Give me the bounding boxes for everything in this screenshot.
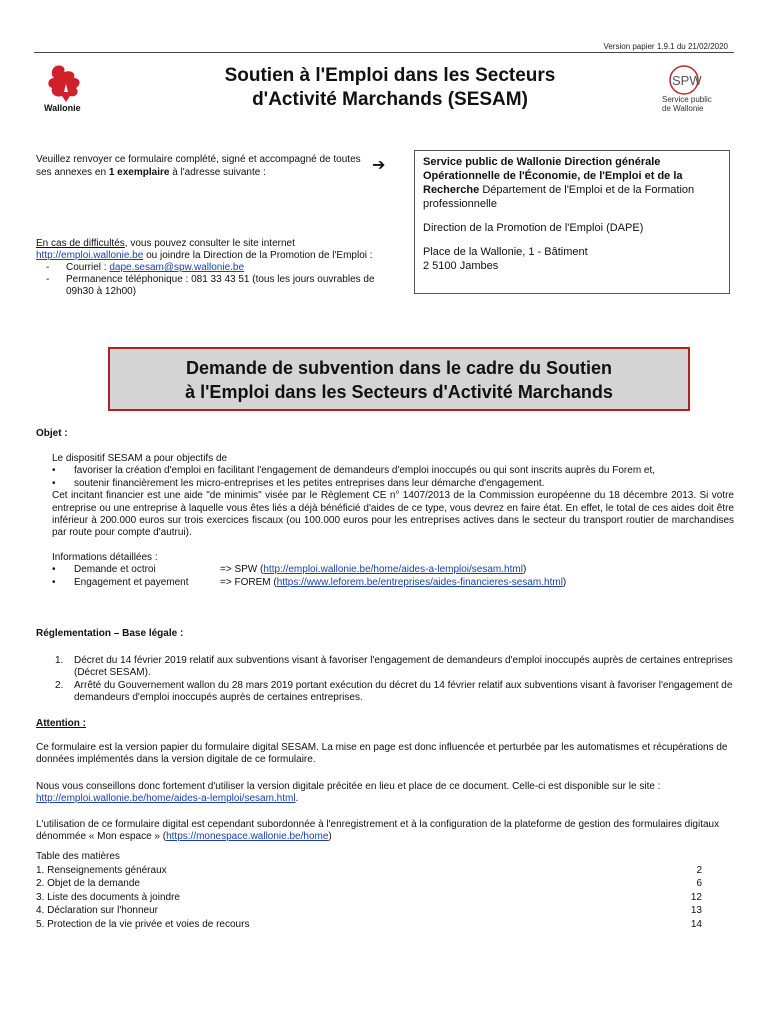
toc-item-page: 13 — [690, 905, 702, 917]
toc-title: Table des matières — [36, 851, 120, 862]
toc-item[interactable] — [36, 904, 702, 918]
objet-heading: Objet : — [36, 428, 68, 439]
toc-item-page: 12 — [690, 891, 702, 903]
help-mail-item — [66, 262, 376, 274]
help-text-2: ou joindre la Direction de la Promotion de l'Emploi : — [143, 250, 373, 261]
info-item-1 — [52, 564, 734, 576]
forem-sesam-link[interactable]: https://www.leforem.be/entreprises/aides-financieres-sesam.html — [276, 576, 563, 588]
spw-logo — [654, 64, 730, 116]
title-line-1: Soutien à l'Emploi dans les Secteurs — [224, 65, 556, 86]
regl-item-2-text: Arrêté du Gouvernement wallon du 28 mars 2019 portant exécution du décret du 14 février relatif aux subventions visant à favoriser l'engagement de demandeurs d'emploi inoccupés auprès de certaines entreprises. — [74, 679, 733, 704]
objet-bullet-1: • favoriser la création d'emploi en facilitant l'engagement de demandeurs d'emploi inoccupés ou qui sont inscrits auprès du Forem et, — [52, 465, 734, 477]
attention-p1: Ce formulaire est la version papier du formulaire digital SESAM. La mise en page est donc influencée et perturbée par les automatismes et récupérations de données implémentés dans la version digitale de ce formulaire. — [36, 742, 728, 766]
page-title — [170, 64, 610, 112]
regl-item-2-number: 2. — [55, 679, 64, 691]
banner-line-2: à l'Emploi dans les Secteurs d'Activité Marchands — [185, 382, 613, 402]
attention-p2-pre: Nous vous conseillons donc fortement d'utiliser la version digitale précitée en lieu et place de ce document. Celle-ci est disponible sur le site : — [36, 781, 661, 792]
regl-item-2 — [52, 680, 734, 705]
objet-section — [36, 453, 734, 589]
intro-text-post: à l'adresse suivante : — [169, 167, 266, 178]
address-service: Service public de Wallonie Direction générale Opérationnelle de l'Économie, de l'Emploi et de la Recherche — [423, 156, 683, 196]
toc-item-label: 1. Renseignements généraux — [36, 864, 167, 876]
address-dept: Département de l'Emploi et de la Formation professionnelle — [423, 184, 695, 210]
toc-item[interactable] — [36, 918, 702, 932]
toc-item-page: 6 — [696, 878, 702, 890]
version-label: Version papier 1.9.1 du 21/02/2020 — [603, 42, 728, 51]
title-line-2: d'Activité Marchands (SESAM) — [252, 89, 528, 110]
help-text-1: , vous pouvez consulter le site internet — [124, 238, 295, 249]
info-item-1-close: ) — [522, 564, 527, 576]
intro-text-bold: 1 exemplaire — [108, 167, 170, 178]
intro-text-pre: Veuillez renvoyer ce formulaire complété, signé et accompagné de toutes ses annexes en — [36, 154, 361, 178]
table-of-contents — [36, 850, 702, 932]
objet-paragraph: Cet incitant financier est une aide "de minimis" visée par le Règlement CE n° 1407/2013 de la Commission européenne du 18 décembre 2013. Si votre entreprise ou une entreprise à laquelle vous êtes liés a déjà bénéficié d'aides de ce type, vous devrez en faire état. En effet, le total de ces aides doit être inférieur à 200.000 euros sur trois exercices fiscaux (ou 100.000 euros pour les entreprises actives dans le secteur du transport routier de marchandises par route pour compte d'autrui). — [52, 490, 734, 539]
form-banner — [108, 347, 690, 411]
attention-p3 — [36, 819, 734, 844]
objet-intro: Le dispositif SESAM a pour objectifs de — [52, 453, 228, 464]
mail-link[interactable]: dape.sesam@spw.wallonie.be — [109, 262, 245, 273]
help-label: En cas de difficultés — [36, 238, 125, 249]
attention-p2-post: . — [295, 793, 299, 805]
wallonie-logo — [36, 62, 98, 114]
toc-item-label: 5. Protection de la vie privée et voies de recours — [36, 918, 250, 930]
spw-logo-text-2: Service public — [662, 95, 712, 104]
info-item-1-pre: => SPW ( — [220, 564, 264, 576]
toc-item-label: 3. Liste des documents à joindre — [36, 891, 180, 903]
toc-item-label: 4. Déclaration sur l'honneur — [36, 905, 158, 917]
help-section — [36, 238, 376, 298]
info-item-2 — [52, 577, 734, 589]
attention-heading: Attention : — [36, 718, 86, 729]
attention-p2 — [36, 781, 734, 806]
address-city: 2 5100 Jambes — [423, 260, 499, 272]
emploi-link[interactable]: http://emploi.wallonie.be — [36, 250, 144, 261]
attention-p3-pre: L'utilisation de ce formulaire digital est cependant subordonnée à l'enregistrement et à la configuration de la plateforme de gestion des formulaires digitaux dénommée « Mon espace » ( — [36, 819, 720, 843]
spw-sesam-link[interactable]: http://emploi.wallonie.be/home/aides-a-lemploi/sesam.html — [263, 564, 523, 576]
regl-item-1 — [52, 655, 734, 680]
info-item-2-pre: => FOREM ( — [220, 576, 277, 588]
banner-line-1: Demande de subvention dans le cadre du Soutien — [185, 358, 613, 378]
toc-item[interactable] — [36, 877, 702, 891]
intro-text — [36, 153, 366, 179]
info-item-1-label: Demande et octroi — [74, 564, 156, 576]
regl-heading: Réglementation – Base légale : — [36, 628, 184, 639]
toc-item-label: 2. Objet de la demande — [36, 878, 140, 890]
regl-item-1-text: Décret du 14 février 2019 relatif aux subventions visant à favoriser l'engagement de demandeurs d'emploi inoccupés auprès de certaines entreprises (Décret SESAM). — [74, 655, 733, 679]
info-label: Informations détaillées : — [52, 551, 158, 563]
regl-item-1-number: 1. — [55, 655, 64, 666]
info-item-2-label: Engagement et payement — [74, 576, 189, 588]
toc-item-page: 14 — [690, 918, 702, 930]
monespace-link[interactable]: https://monespace.wallonie.be/home — [166, 831, 329, 843]
address-street: Place de la Wallonie, 1 - Bâtiment — [423, 246, 588, 258]
address-direction: Direction de la Promotion de l'Emploi (DAPE) — [423, 222, 644, 234]
wallonie-logo-text: Wallonie — [44, 103, 81, 113]
help-phone-item: - Permanence téléphonique : 081 33 43 51 (tous les jours ouvrables de 09h30 à 12h00) — [66, 274, 376, 298]
attention-p3-post: ) — [328, 831, 332, 843]
regl-list — [36, 655, 734, 705]
mail-label: Courriel : — [66, 262, 110, 273]
spw-logo-text-3: de Wallonie — [662, 104, 704, 113]
arrow-right-icon: ➔ — [372, 157, 386, 174]
info-item-2-close: ) — [562, 576, 567, 588]
header-divider — [34, 52, 734, 53]
sesam-digital-link[interactable]: http://emploi.wallonie.be/home/aides-a-lemploi/sesam.html — [36, 793, 296, 805]
spw-logo-text: SPW — [672, 73, 702, 88]
toc-item-page: 2 — [696, 864, 702, 876]
address-box — [414, 150, 730, 294]
objet-bullet-2: • soutenir financièrement les micro-entreprises et les petites entreprises dans leur démarche d'engagement. — [52, 478, 734, 490]
toc-item[interactable] — [36, 864, 702, 878]
toc-item[interactable] — [36, 891, 702, 905]
